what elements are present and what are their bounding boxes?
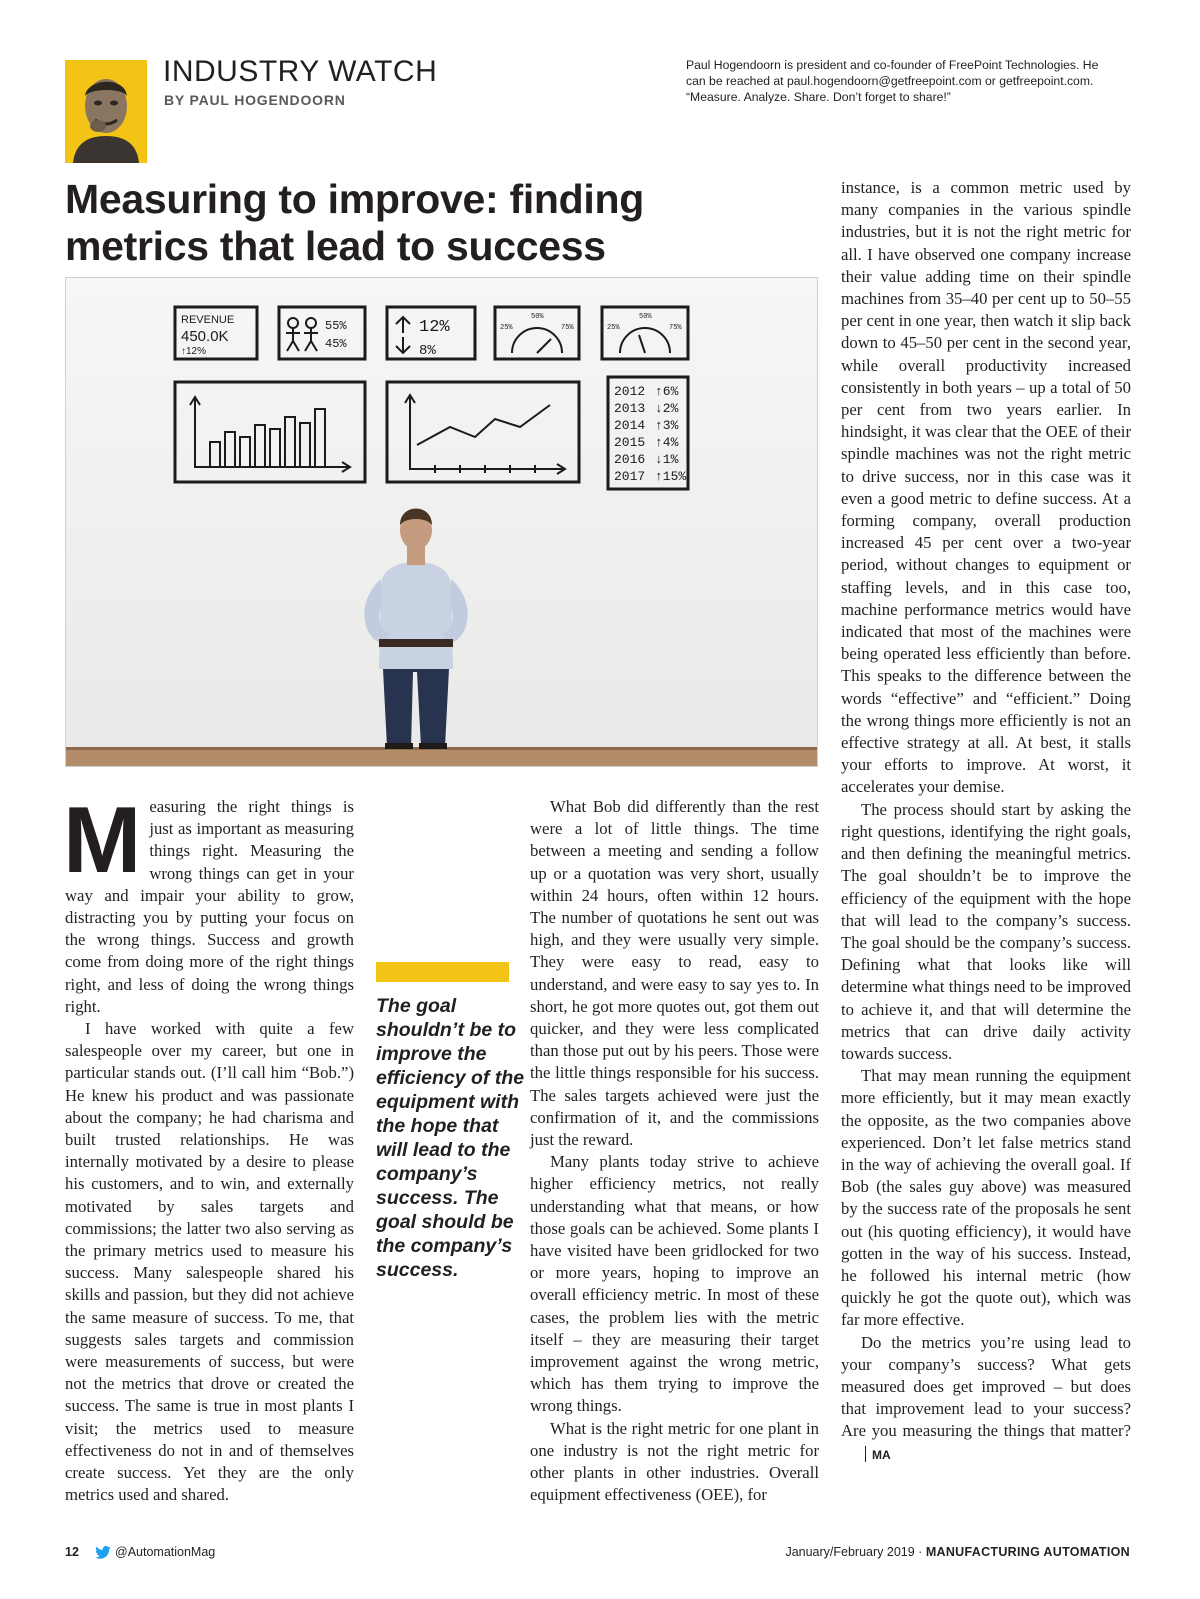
pull-quote: The goal shouldn’t be to improve the efficiency of the equipment with the hope that will lead to the company’s success. The goal should be the company’s success.: [376, 995, 525, 1281]
article-photo: [65, 277, 818, 767]
gauge2-right: 75%: [669, 324, 682, 332]
drop-cap: M: [63, 787, 142, 892]
gauge2-top: 50%: [639, 313, 652, 321]
pull-quote-accent-bar: [376, 962, 509, 982]
publication-name: MANUFACTURING AUTOMATION: [925, 1545, 1130, 1559]
people-pct-2: 45%: [325, 337, 347, 351]
paragraph: Measuring the right things is just as important as measuring things right. Measuring the wrong things can get in your way and impair your ability to grow, distracting you by putting your focus on the wrong things. Success and growth come from doing more of the right things right, and less of doing the wrong things right.: [63, 787, 354, 1016]
page-number: 12: [65, 1545, 79, 1559]
svg-text:2012: 2012: [614, 384, 646, 399]
paragraph: Many plants today strive to achieve higher efficiency metrics, not really understanding what that means, or how those goals can be achieved. Some plants I have visited have been gridlocked for two or more years, hoping to improve an overall efficiency metric. In most of these cases, the problem lies with the metric itself – they are measuring their target improvement against the wrong metric, which has them trying to improve the wrong things.: [530, 1152, 819, 1416]
svg-text:↑6%: ↑6%: [655, 384, 679, 399]
svg-text:2016: 2016: [614, 452, 646, 467]
byline: BY PAUL HOGENDOORN: [164, 92, 346, 108]
gauge1-left: 25%: [500, 324, 513, 332]
article-column-3: [841, 177, 1131, 1466]
paragraph: That may mean running the equipment more efficiently, but it may mean exactly the opposite, as the two companies above experienced. Don’t let false metrics stand in the way of achieving the overall goal. If Bob (the sales guy above) was measured by the success rate of the proposals he sent out (his quoting efficiency), it would have gotten in the way of his success. Instead, he followed his internal metric (how quickly he got the quote out), which was far more effective.: [841, 1066, 1131, 1330]
footer-publication: [785, 1545, 1130, 1559]
svg-text:2015: 2015: [614, 435, 646, 450]
svg-text:↑15%: ↑15%: [655, 469, 687, 484]
svg-text:2013: 2013: [614, 401, 646, 416]
end-mark: MA: [845, 1443, 891, 1466]
paragraph: What Bob did differently than the rest were a lot of little things. The time between a meeting and sending a follow up or a quotation was very short, usually within 24 hours, often within 12 hours. The number of quotations he sent out was high, and they were usually very simple. They were easy to read, easy to understand, and were easy to say yes to. In short, he got more quotes out, got them out quicker, and they were less complicated than those put out by his peers. Those were the little things responsible for his success. The sales targets achieved were just the confirmation of it, and the commissions just the reward.: [530, 797, 819, 1150]
gauge1-right: 75%: [561, 324, 574, 332]
svg-text:↓1%: ↓1%: [655, 452, 679, 467]
up-pct: 12%: [419, 318, 450, 337]
author-photo: [65, 60, 147, 163]
gauge1-top: 50%: [531, 313, 544, 321]
twitter-icon: [95, 1546, 111, 1559]
paragraph: instance, is a common metric used by many companies in the various spindle industries, but it is not the right metric for all. I have observed one company increase their value adding time on their spindle machines from 35–40 per cent up to 50–55 per cent in one year, then watch it slip back down to 45–50 per cent in the second year, while overall productivity increased consistently in both years – up a total of 50 per cent from two years earlier. In hindsight, it was clear that the OEE of their spindle machines was not the right metric to drive success, nor in this case was it even a good metric to define success. At a forming company, overall production increased 45 per cent over a two-year period, without changes to equipment or staffing levels, and in this case too, machine performance metrics would have indicated that most of the machines were being operated less efficiently than before. This speaks to the difference between the words “effective” and “efficient.” Doing the wrong things more efficiently is not an effective strategy at all. At best, it stalls your efforts to improve. At worst, it accelerates your demise.: [841, 178, 1131, 797]
svg-text:↓2%: ↓2%: [655, 401, 679, 416]
issue-date: January/February 2019 ·: [785, 1545, 923, 1559]
paragraph: I have worked with quite a few salespeople over my career, but one in particular stands out. (I’ll call him “Bob.”) He knew his product and was passionate about the company; he had charisma and built trusted relationships. He was internally motivated by a desire to please his customers, and to win, and externally motivated by sales targets and commissions; the latter two also serving as the primary metrics used to measure his success. Many salespeople shared his skills and passion, but they did not achieve the same measure of success. To me, that suggests sales targets and commission were measurements of success, but were not the metrics that drove or created the success. The same is true in most plants I visit; the metrics used to measure effectiveness do not in and of themselves create success. Yet they are the only metrics used and shared.: [65, 1019, 354, 1505]
article-column-2: [530, 796, 819, 1507]
twitter-handle[interactable]: @AutomationMag: [95, 1545, 215, 1559]
paragraph: What is the right metric for one plant in one industry is not the right metric for other plants in other industries. Overall equipment effectiveness (OEE), for: [530, 1418, 819, 1505]
article-headline: Measuring to improve: finding metrics that lead to success: [65, 176, 644, 269]
revenue-label: REVENUE: [181, 314, 235, 326]
svg-text:2017: 2017: [614, 469, 646, 484]
down-pct: 8%: [419, 343, 436, 359]
gauge2-left: 25%: [607, 324, 620, 332]
paragraph: The process should start by asking the right questions, identifying the right goals, and then defining the meaningful metrics. The goal shouldn’t be to improve the efficiency of the equipment with the hope that will lead to the company’s success. The goal should be the company’s success. Defining what that looks like will determine what things need to be improved to achieve it, and that will determine the metrics that can drive daily activity towards success.: [841, 799, 1131, 1063]
revenue-value: 450.0K: [181, 328, 229, 345]
article-column-1: [63, 787, 354, 1507]
revenue-change: ↑12%: [181, 346, 207, 357]
author-bio: Paul Hogendoorn is president and co-founder of FreePoint Technologies. He can be reached at paul.hogendoorn@getfreepoint.com or getfreepoint.com. “Measure. Analyze. Share. Don’t forget to share!”: [686, 58, 1099, 104]
svg-text:↑3%: ↑3%: [655, 418, 679, 433]
section-title: INDUSTRY WATCH: [163, 55, 438, 88]
people-pct-1: 55%: [325, 319, 347, 333]
svg-text:2014: 2014: [614, 418, 646, 433]
svg-text:↑4%: ↑4%: [655, 435, 679, 450]
paragraph: Do the metrics you’re using lead to your company’s success? What gets measured does get improved – but does that improvement lead to your success? Are you measuring the things that matter?MA: [841, 1332, 1131, 1466]
